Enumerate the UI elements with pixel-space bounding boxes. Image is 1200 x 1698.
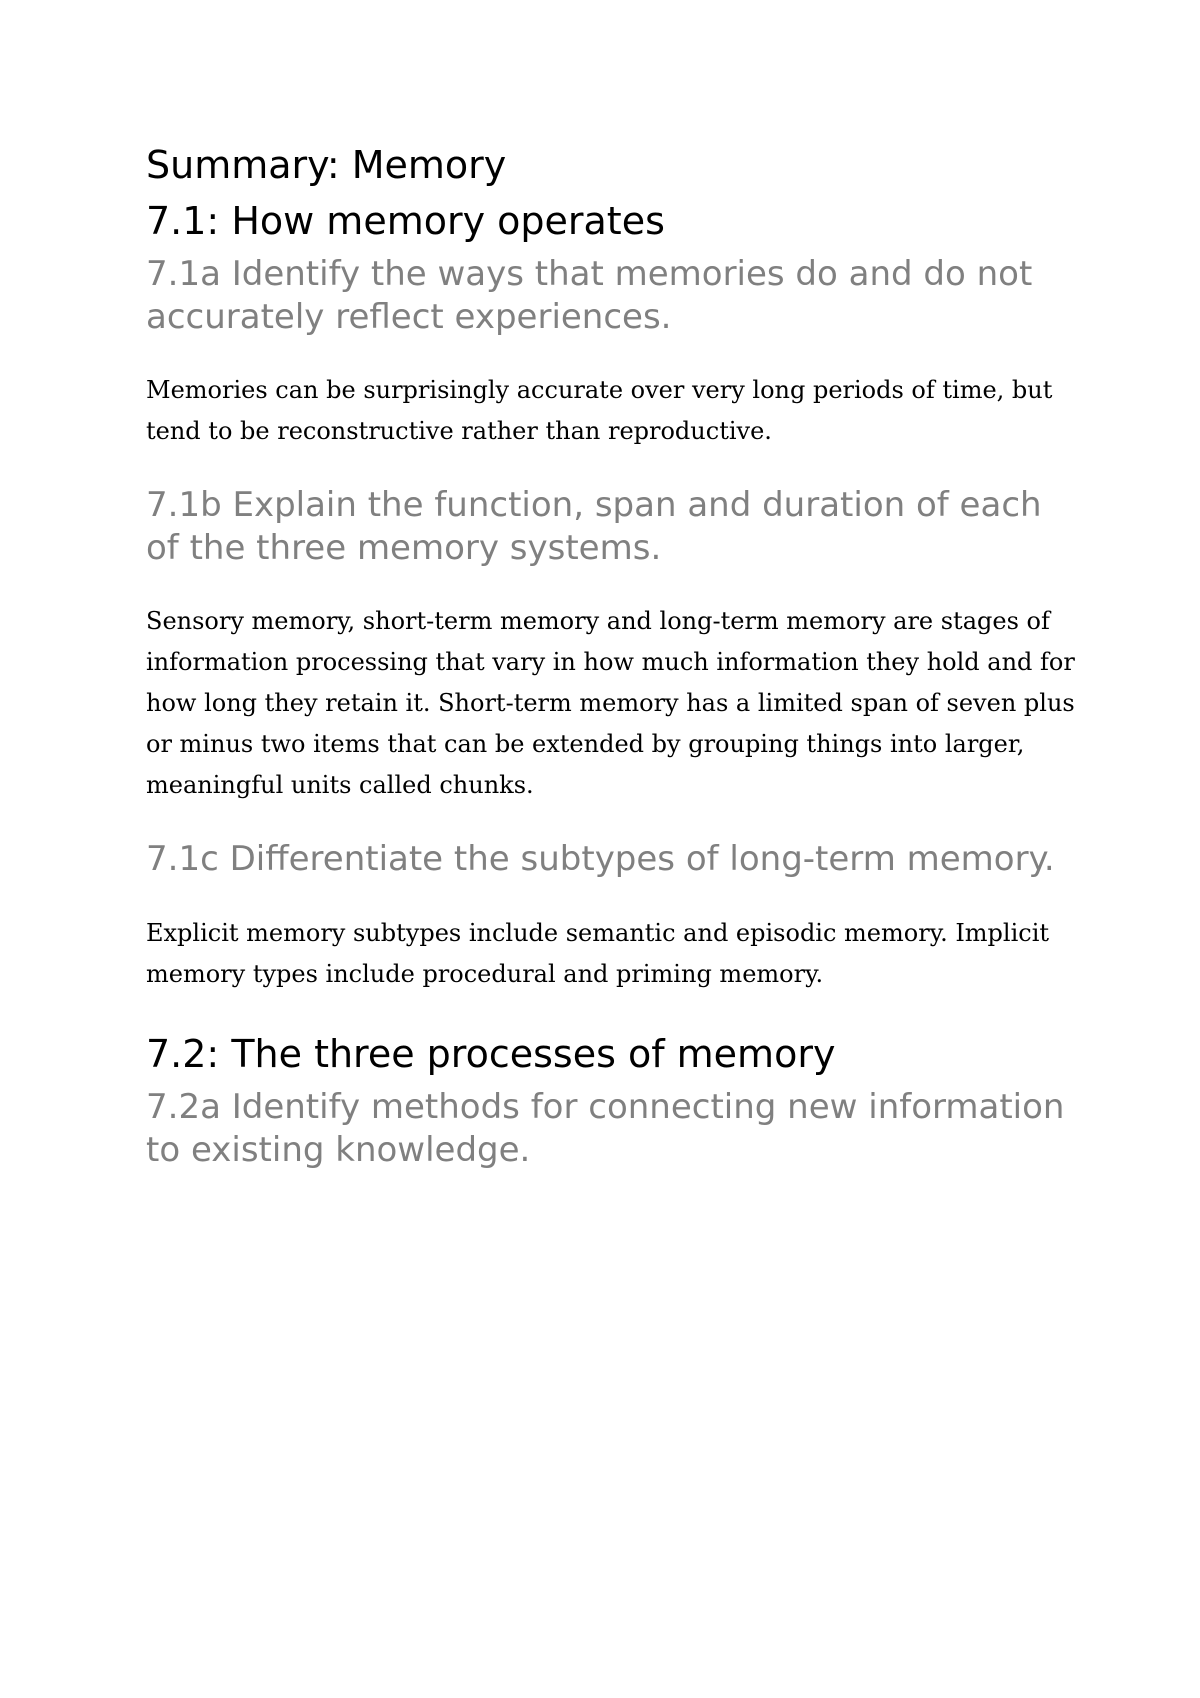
objective-body-7-1b: Sensory memory, short-term memory and long-term memory are stages of information processing that vary in how much information they hold and for how long they retain it. Short-term memory has a limited span of seven plus or minus two items that can be extended by grouping things into larger, meaningful units called chunks. xyxy=(146,607,1075,799)
section-heading-7-1: 7.1: How memory operates xyxy=(146,198,665,243)
objective-heading-7-1b: 7.1b Explain the function, span and duration of each of the three memory systems. xyxy=(146,485,1042,568)
document-page xyxy=(146,142,1076,1203)
objective-heading-7-1c: 7.1c Differentiate the subtypes of long-term memory. xyxy=(146,839,1055,879)
objective-body-7-1a: Memories can be surprisingly accurate over very long periods of time, but tend to be reconstructive rather than reproductive. xyxy=(146,376,1053,445)
document-title: Summary: Memory xyxy=(146,143,507,187)
objective-body-7-1c: Explicit memory subtypes include semantic and episodic memory. Implicit memory types include procedural and priming memory. xyxy=(146,918,1050,988)
section-heading-7-2: 7.2: The three processes of memory xyxy=(146,1031,836,1076)
objective-heading-7-2a: 7.2a Identify methods for connecting new information to existing knowledge. xyxy=(146,1087,1065,1170)
objective-heading-7-1a: 7.1a Identify the ways that memories do and do not accurately reflect experiences. xyxy=(146,254,1033,337)
